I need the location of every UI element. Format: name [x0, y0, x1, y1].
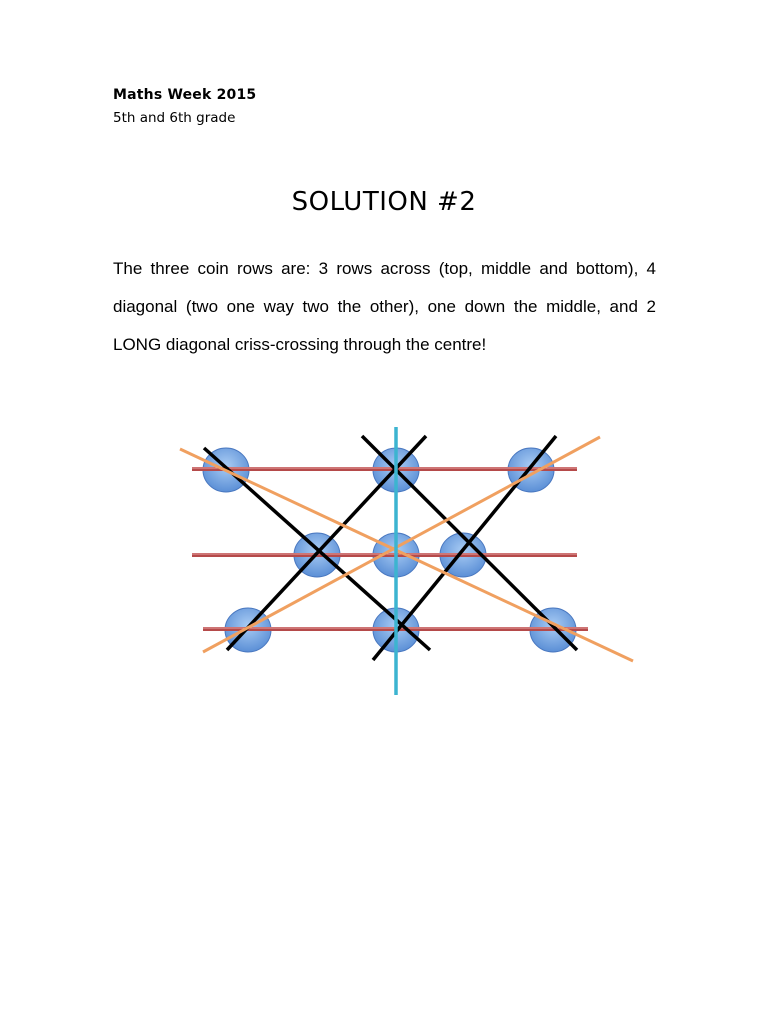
solution-title: SOLUTION #2: [291, 187, 477, 217]
header-title: Maths Week 2015: [113, 87, 257, 103]
solution-text: The three coin rows are: 3 rows across (top, middle and bottom), 4 diagonal (two one way two the other), one down the middle, and 2 LONG diagonal criss-crossing through the centre!: [113, 259, 656, 354]
header-subtitle: 5th and 6th grade: [113, 110, 236, 126]
